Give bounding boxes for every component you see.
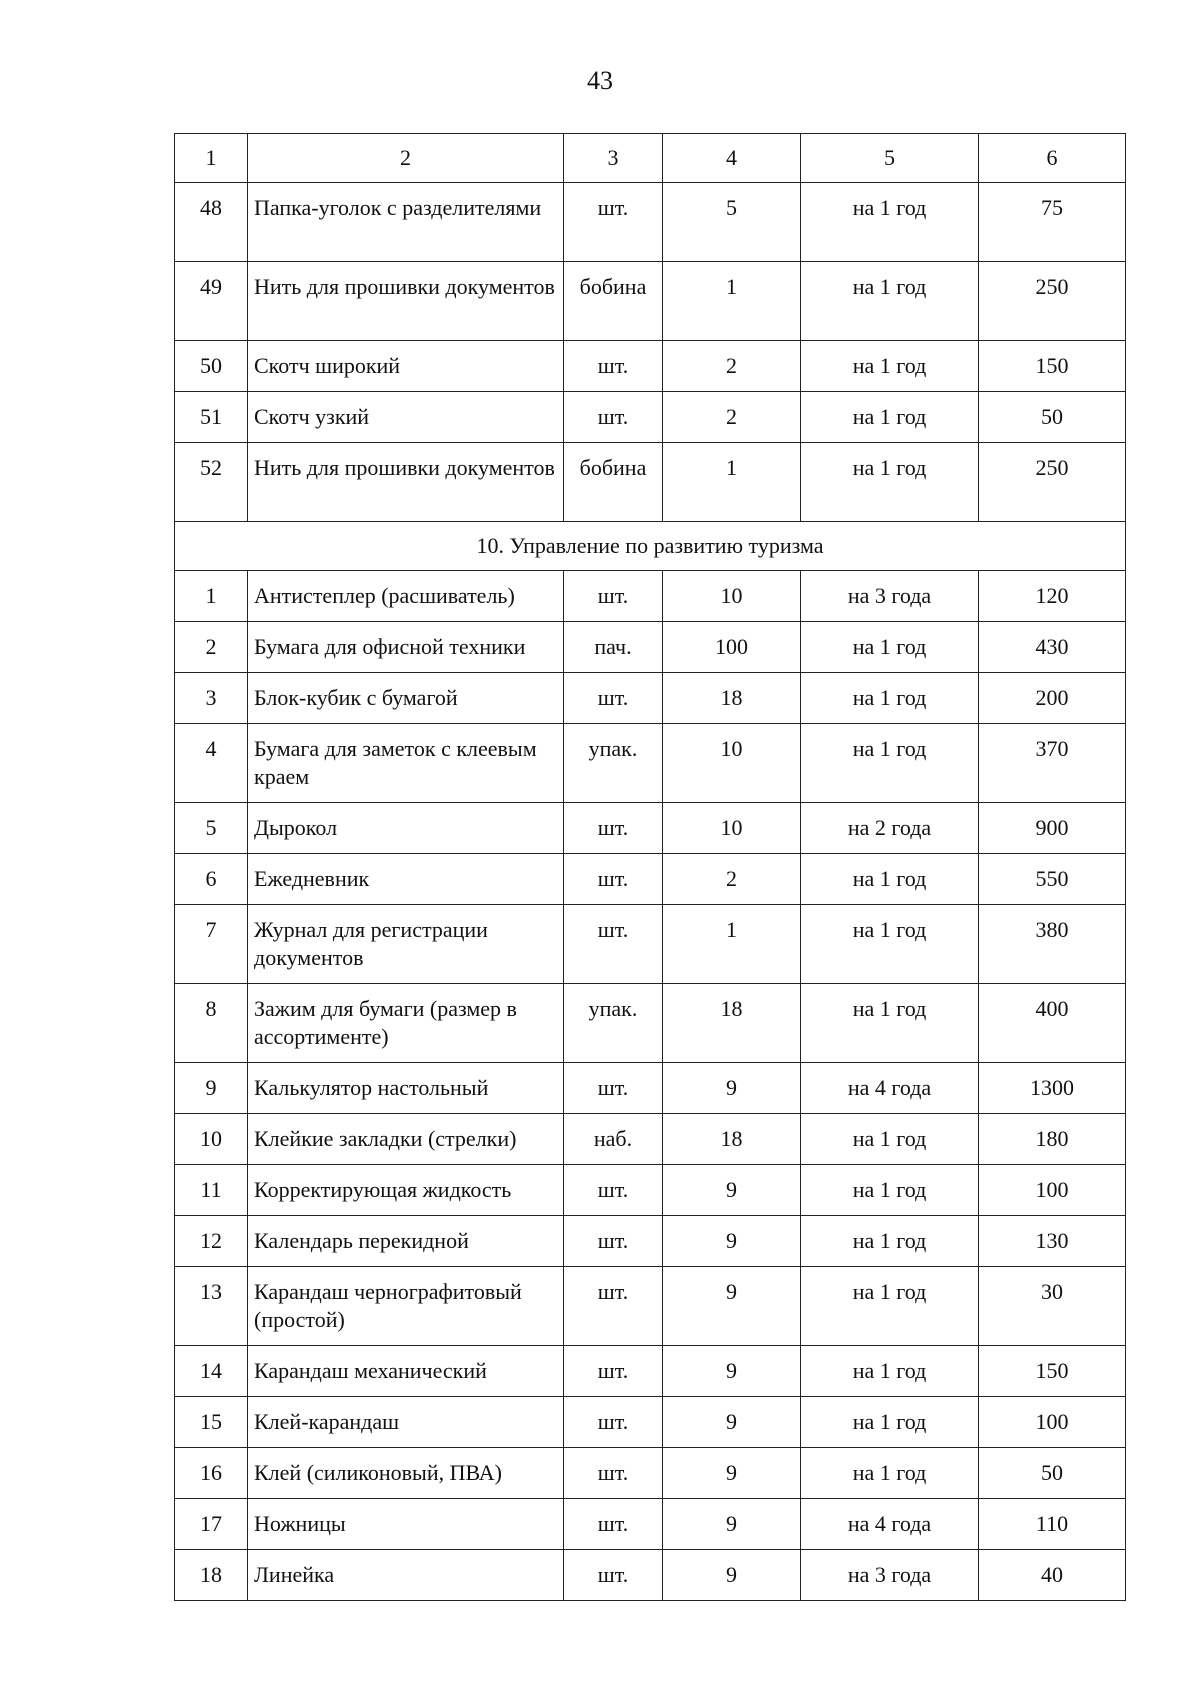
item-name: Ножницы [248, 1499, 564, 1550]
item-name: Калькулятор настольный [248, 1063, 564, 1114]
item-quantity: 9 [663, 1216, 801, 1267]
row-number: 50 [175, 341, 248, 392]
header-cell: 1 [175, 134, 248, 183]
header-row [175, 134, 1126, 183]
item-term: на 1 год [801, 1216, 979, 1267]
item-term: на 4 года [801, 1499, 979, 1550]
row-number: 13 [175, 1267, 248, 1346]
item-quantity: 5 [663, 183, 801, 262]
item-name: Скотч узкий [248, 392, 564, 443]
item-name: Ежедневник [248, 854, 564, 905]
item-quantity: 10 [663, 571, 801, 622]
table-row [175, 183, 1126, 262]
item-quantity: 9 [663, 1448, 801, 1499]
item-unit: шт. [564, 571, 663, 622]
table-row [175, 622, 1126, 673]
item-unit: шт. [564, 1346, 663, 1397]
item-quantity: 9 [663, 1499, 801, 1550]
item-name: Карандаш механический [248, 1346, 564, 1397]
table-row [175, 392, 1126, 443]
item-term: на 1 год [801, 341, 979, 392]
item-quantity: 18 [663, 673, 801, 724]
item-quantity: 9 [663, 1165, 801, 1216]
table-row [175, 724, 1126, 803]
item-unit: шт. [564, 1550, 663, 1601]
item-price: 900 [979, 803, 1126, 854]
row-number: 51 [175, 392, 248, 443]
item-price: 110 [979, 1499, 1126, 1550]
item-quantity: 9 [663, 1550, 801, 1601]
item-term: на 3 года [801, 571, 979, 622]
item-term: на 1 год [801, 1397, 979, 1448]
item-quantity: 2 [663, 341, 801, 392]
item-quantity: 18 [663, 1114, 801, 1165]
item-price: 100 [979, 1397, 1126, 1448]
row-number: 18 [175, 1550, 248, 1601]
item-price: 40 [979, 1550, 1126, 1601]
item-name: Корректирующая жидкость [248, 1165, 564, 1216]
header-cell: 5 [801, 134, 979, 183]
item-term: на 1 год [801, 622, 979, 673]
item-quantity: 100 [663, 622, 801, 673]
item-term: на 1 год [801, 1267, 979, 1346]
item-price: 150 [979, 1346, 1126, 1397]
item-name: Зажим для бумаги (размер в ассортименте) [248, 984, 564, 1063]
row-number: 12 [175, 1216, 248, 1267]
item-name: Дырокол [248, 803, 564, 854]
item-quantity: 9 [663, 1397, 801, 1448]
item-term: на 1 год [801, 724, 979, 803]
item-name: Календарь перекидной [248, 1216, 564, 1267]
item-price: 150 [979, 341, 1126, 392]
row-number: 48 [175, 183, 248, 262]
item-price: 130 [979, 1216, 1126, 1267]
item-unit: упак. [564, 984, 663, 1063]
item-price: 430 [979, 622, 1126, 673]
table-row [175, 1550, 1126, 1601]
item-term: на 1 год [801, 984, 979, 1063]
item-price: 100 [979, 1165, 1126, 1216]
item-name: Клейкие закладки (стрелки) [248, 1114, 564, 1165]
item-term: на 1 год [801, 854, 979, 905]
item-unit: шт. [564, 1499, 663, 1550]
item-unit: шт. [564, 1448, 663, 1499]
item-price: 550 [979, 854, 1126, 905]
item-unit: шт. [564, 1165, 663, 1216]
item-term: на 1 год [801, 1346, 979, 1397]
item-price: 250 [979, 262, 1126, 341]
item-term: на 1 год [801, 392, 979, 443]
header-cell: 6 [979, 134, 1126, 183]
item-name: Папка-уголок с разделителями [248, 183, 564, 262]
row-number: 17 [175, 1499, 248, 1550]
row-number: 14 [175, 1346, 248, 1397]
item-name: Бумага для заметок с клеевым краем [248, 724, 564, 803]
row-number: 49 [175, 262, 248, 341]
item-quantity: 1 [663, 443, 801, 522]
row-number: 11 [175, 1165, 248, 1216]
item-unit: шт. [564, 1397, 663, 1448]
item-quantity: 1 [663, 905, 801, 984]
table-row [175, 1346, 1126, 1397]
item-price: 400 [979, 984, 1126, 1063]
row-number: 9 [175, 1063, 248, 1114]
item-price: 30 [979, 1267, 1126, 1346]
item-price: 370 [979, 724, 1126, 803]
item-quantity: 10 [663, 803, 801, 854]
row-number: 3 [175, 673, 248, 724]
item-quantity: 9 [663, 1346, 801, 1397]
item-price: 180 [979, 1114, 1126, 1165]
item-name: Антистеплер (расшиватель) [248, 571, 564, 622]
table-row [175, 1114, 1126, 1165]
item-quantity: 9 [663, 1063, 801, 1114]
item-term: на 4 года [801, 1063, 979, 1114]
header-cell: 2 [248, 134, 564, 183]
item-term: на 1 год [801, 262, 979, 341]
item-name: Бумага для офисной техники [248, 622, 564, 673]
header-cell: 3 [564, 134, 663, 183]
table-row [175, 1448, 1126, 1499]
table-row [175, 1165, 1126, 1216]
row-number: 7 [175, 905, 248, 984]
item-price: 1300 [979, 1063, 1126, 1114]
row-number: 1 [175, 571, 248, 622]
item-term: на 1 год [801, 1165, 979, 1216]
table-row [175, 1499, 1126, 1550]
item-name: Клей-карандаш [248, 1397, 564, 1448]
section-title: 10. Управление по развитию туризма [175, 522, 1126, 571]
item-price: 120 [979, 571, 1126, 622]
item-name: Скотч широкий [248, 341, 564, 392]
item-unit: шт. [564, 1267, 663, 1346]
item-term: на 1 год [801, 183, 979, 262]
item-term: на 1 год [801, 905, 979, 984]
item-name: Линейка [248, 1550, 564, 1601]
item-quantity: 2 [663, 854, 801, 905]
item-unit: шт. [564, 803, 663, 854]
item-term: на 2 года [801, 803, 979, 854]
item-unit: шт. [564, 392, 663, 443]
item-name: Блок-кубик с бумагой [248, 673, 564, 724]
item-unit: пач. [564, 622, 663, 673]
item-name: Нить для прошивки документов [248, 443, 564, 522]
item-price: 50 [979, 392, 1126, 443]
item-term: на 1 год [801, 443, 979, 522]
row-number: 2 [175, 622, 248, 673]
item-price: 250 [979, 443, 1126, 522]
item-unit: шт. [564, 1216, 663, 1267]
item-unit: бобина [564, 262, 663, 341]
page-number: 43 [587, 66, 613, 95]
row-number: 10 [175, 1114, 248, 1165]
table-row [175, 1216, 1126, 1267]
row-number: 8 [175, 984, 248, 1063]
section-row [175, 522, 1126, 571]
item-name: Журнал для регистрации документов [248, 905, 564, 984]
item-price: 50 [979, 1448, 1126, 1499]
table-row [175, 341, 1126, 392]
item-quantity: 18 [663, 984, 801, 1063]
row-number: 6 [175, 854, 248, 905]
item-term: на 3 года [801, 1550, 979, 1601]
item-quantity: 2 [663, 392, 801, 443]
item-unit: шт. [564, 341, 663, 392]
item-unit: шт. [564, 854, 663, 905]
table-row [175, 1267, 1126, 1346]
row-number: 5 [175, 803, 248, 854]
table-row [175, 1397, 1126, 1448]
table-row [175, 854, 1126, 905]
item-term: на 1 год [801, 1448, 979, 1499]
item-name: Карандаш чернографитовый (простой) [248, 1267, 564, 1346]
row-number: 16 [175, 1448, 248, 1499]
table-row [175, 571, 1126, 622]
table-row [175, 905, 1126, 984]
table-row [175, 262, 1126, 341]
header-cell: 4 [663, 134, 801, 183]
item-unit: бобина [564, 443, 663, 522]
table-row [175, 984, 1126, 1063]
table-row [175, 1063, 1126, 1114]
item-quantity: 10 [663, 724, 801, 803]
item-quantity: 9 [663, 1267, 801, 1346]
item-unit: упак. [564, 724, 663, 803]
row-number: 15 [175, 1397, 248, 1448]
item-term: на 1 год [801, 673, 979, 724]
item-unit: шт. [564, 1063, 663, 1114]
table-row [175, 443, 1126, 522]
item-price: 380 [979, 905, 1126, 984]
table-body [175, 134, 1126, 1601]
item-name: Нить для прошивки документов [248, 262, 564, 341]
item-unit: наб. [564, 1114, 663, 1165]
table-row [175, 803, 1126, 854]
item-unit: шт. [564, 673, 663, 724]
row-number: 52 [175, 443, 248, 522]
supplies-table [174, 133, 1126, 1601]
row-number: 4 [175, 724, 248, 803]
item-name: Клей (силиконовый, ПВА) [248, 1448, 564, 1499]
item-unit: шт. [564, 183, 663, 262]
item-unit: шт. [564, 905, 663, 984]
item-term: на 1 год [801, 1114, 979, 1165]
item-price: 200 [979, 673, 1126, 724]
item-quantity: 1 [663, 262, 801, 341]
table-row [175, 673, 1126, 724]
item-price: 75 [979, 183, 1126, 262]
